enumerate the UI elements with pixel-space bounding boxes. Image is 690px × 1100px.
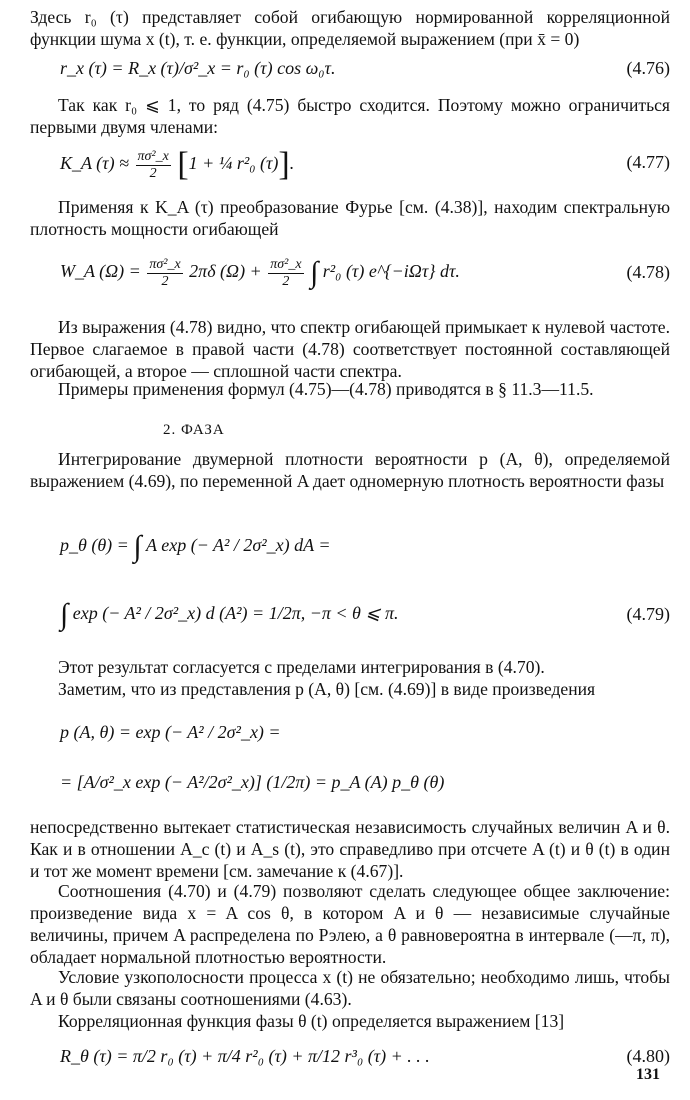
bracket-open: [ [177, 146, 189, 183]
equation-4-77-lhs: K_A (τ) ≈ [60, 153, 129, 174]
equation-4-77 [60, 142, 670, 186]
equation-4-78-lhs: W_A (Ω) = [60, 261, 141, 282]
equation-4-79-line2-rest: exp (− A² / 2σ²_x) d (A²) = 1/2π, −π < θ ⩽ π. [72, 603, 399, 624]
equation-product-line1 [60, 716, 670, 756]
integral-sign: ∫ [310, 256, 319, 289]
paragraph-5: Примеры применения формул (4.75)—(4.78) приводятся в § 11.3—11.5. [58, 379, 594, 399]
equation-4-79-line2-body [60, 598, 398, 632]
numerator: πσ²_x [270, 256, 302, 272]
equation-product-line1-body [60, 722, 281, 743]
denominator: 2 [282, 273, 290, 289]
paragraph-4: Из выражения (4.78) видно, что спектр огибающей примыкает к нулевой частоте. Первое слагаемое в правой части (4.78) соответствует постоянной составляющей огибающей, а второе — сплошной части спектра. [30, 317, 670, 381]
paragraph-3: Применяя к K_A (τ) преобразование Фурье [см. (4.38)], находим спектральную плотность мощности огибающей [30, 197, 670, 239]
equation-4-78-term2: r²₀ (τ) e^{−iΩτ} dτ. [322, 261, 460, 282]
paragraph-10: Соотношения (4.70) и (4.79) позволяют сделать следующее общее заключение: произведение вида x = A cos θ, в котором A и θ — независимые случайные величины, причем A распределена по Рэлею, а θ равновероятна в интервале (—π, π), обладает нормальной плотностью вероятности. [30, 881, 670, 967]
equation-4-76 [60, 58, 670, 88]
bracket-close: ] [278, 146, 290, 183]
denominator: 2 [161, 273, 169, 289]
equation-4-76-body: r_x (τ) = R_x (τ)/σ²_x = r₀ (τ) cos ω₀τ. [60, 58, 336, 78]
equation-4-78-term1: 2πδ (Ω) + [189, 261, 262, 282]
paragraph-2: Так как r₀ ⩽ 1, то ряд (4.75) быстро сходится. Поэтому можно ограничиться первыми двумя членами: [30, 95, 670, 137]
equation-4-79-line2 [60, 592, 670, 640]
equation-4-76-number: (4.76) [626, 58, 670, 78]
equation-4-78-body [60, 256, 460, 290]
equation-product-line1-rest: exp (− A² / 2σ²_x) = [135, 722, 281, 742]
paragraph-7: Этот результат согласуется с пределами интегрирования в (4.70). [58, 657, 545, 677]
numerator: πσ²_x [149, 256, 181, 272]
paragraph-12: Корреляционная функция фазы θ (t) определяется выражением [13] [58, 1011, 565, 1031]
equation-4-77-body: K_A (τ) ≈ $\frac{\text{πσ²\_x}}{2}$ [1 + ¼ r²₀ (τ)]. [60, 146, 295, 183]
paragraph-8: Заметим, что из представления p (A, θ) [см. (4.69)] в виде произведения [58, 679, 596, 699]
equation-4-79-line1 [60, 524, 670, 572]
equation-4-77-number: (4.77) [626, 152, 670, 172]
equation-4-78-number: (4.78) [626, 262, 670, 282]
paragraph-11: Условие узкополосности процесса x (t) не обязательно; необходимо лишь, чтобы A и θ были связаны соотношениями (4.63). [30, 967, 670, 1009]
paragraph-1: Здесь r₀ (τ) представляет собой огибающую нормированной корреляционной функции шума x (t), т. е. функции, определяемой выражением (при x̄ = 0) [30, 7, 670, 49]
fraction [147, 257, 182, 290]
fraction [268, 257, 303, 290]
denominator: 2 [149, 165, 157, 181]
page-number: 131 [636, 1066, 660, 1083]
equation-4-79-lhs: p_θ (θ) = [60, 535, 129, 556]
equation-4-77-rest: 1 + ¼ r²₀ (τ) [188, 153, 279, 174]
paragraph-6: Интегрирование двумерной плотности вероятности p (A, θ), определяемой выражением (4.69), по переменной A дает одномерную плотность вероятности фазы [30, 449, 670, 491]
equation-product-line2-body: = [A/σ²_x exp (− A²/2σ²_x)] (1/2π) = p_A (A) p_θ (θ) [60, 772, 445, 792]
paragraph-9: непосредственно вытекает статистическая независимость случайных величин A и θ. Как и в отношении A_c (t) и A_s (t), это справедливо при отсчете A (t) и θ (t) в один и тот же момент времени [см. замечание к (4.67)]. [30, 817, 670, 881]
fraction [136, 149, 171, 182]
equation-4-79-line1-body [60, 530, 330, 564]
integral-sign: ∫ [133, 530, 142, 563]
equation-4-80-body: R_θ (τ) = π/2 r₀ (τ) + π/4 r²₀ (τ) + π/12 r³₀ (τ) + . . . [60, 1046, 430, 1066]
equation-4-80-number: (4.80) [626, 1046, 670, 1066]
equation-product-line2 [60, 766, 670, 806]
integral-sign: ∫ [60, 598, 69, 631]
equation-4-79-line1-rest: A exp (− A² / 2σ²_x) dA = [146, 535, 331, 556]
equation-4-78 [60, 250, 670, 302]
equation-4-79-number: (4.79) [626, 604, 670, 624]
numerator: πσ²_x [137, 148, 169, 164]
equation-product-lhs: p (A, θ) = [60, 722, 131, 742]
section-heading: 2. ФАЗА [163, 422, 225, 438]
equation-4-80 [60, 1040, 670, 1074]
